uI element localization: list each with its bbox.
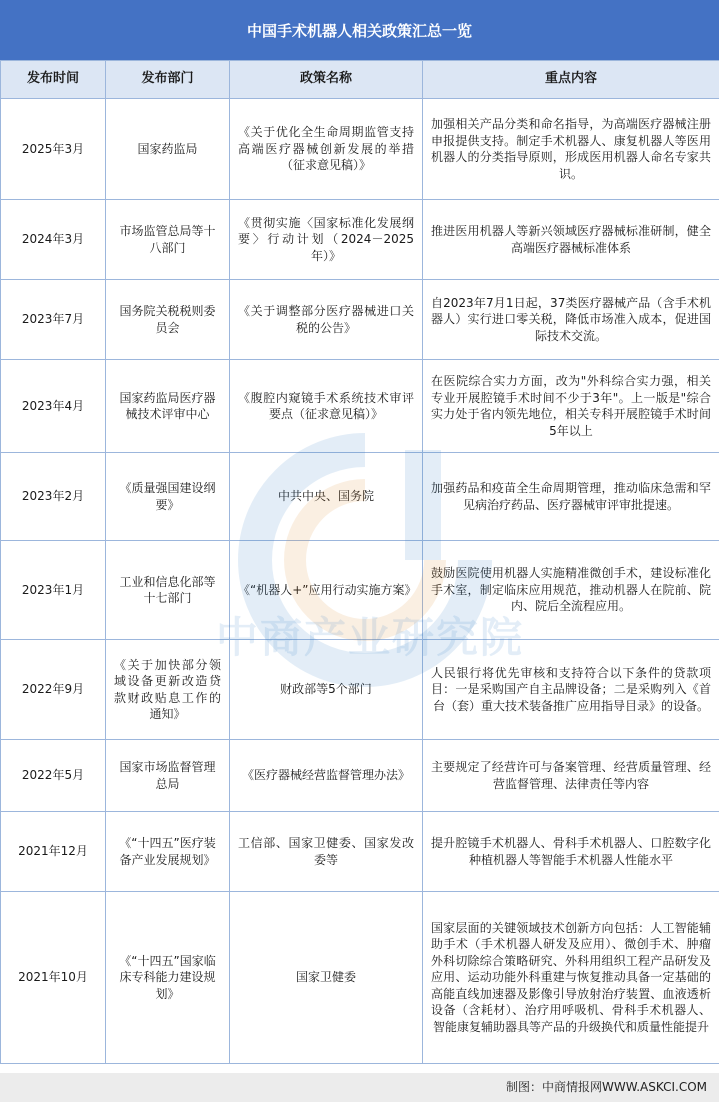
cell-date: 2023年1月 xyxy=(1,541,106,640)
cell-content: 加强药品和疫苗全生命周期管理，推动临床急需和罕见病治疗药品、医疗器械审评审批提速。 xyxy=(423,453,719,541)
cell-policy: 《医疗器械经营监督管理办法》 xyxy=(230,740,423,812)
cell-dept: 《质量强国建设纲要》 xyxy=(106,453,230,541)
cell-content: 自2023年7月1日起，37类医疗器械产品（含手术机器人）实行进口零关税，降低市场准入成本，促进国际技术交流。 xyxy=(423,280,719,360)
cell-dept: 市场监管总局等十八部门 xyxy=(106,200,230,280)
cell-date: 2021年10月 xyxy=(1,892,106,1064)
cell-content: 鼓励医院使用机器人实施精准微创手术，建设标准化手术室，制定临床应用规范，推动机器人在院前、院内、院后全流程应用。 xyxy=(423,541,719,640)
policy-table xyxy=(0,60,719,1064)
cell-content: 国家层面的关键领域技术创新方向包括：人工智能辅助手术（手术机器人研发及应用）、微创手术、肿瘤外科切除综合策略研究、外科用组织工程产品研发及应用、运动功能外科重建与恢复推动具备一定基础的高能直线加速器及影像引导放射治疗装置、血液透析设备（含耗材）、治疗用呼吸机、骨科手术机器人、智能康复辅助器具等产品的升级换代和质量性能提升 xyxy=(423,892,719,1064)
cell-dept: 工业和信息化部等十七部门 xyxy=(106,541,230,640)
cell-dept: 《关于加快部分领域设备更新改造贷款财政贴息工作的通知》 xyxy=(106,640,230,740)
cell-content: 推进医用机器人等新兴领域医疗器械标准研制，健全高端医疗器械标准体系 xyxy=(423,200,719,280)
cell-policy: 国家卫健委 xyxy=(230,892,423,1064)
cell-date: 2023年2月 xyxy=(1,453,106,541)
cell-content: 主要规定了经营许可与备案管理、经营质量管理、经营监督管理、法律责任等内容 xyxy=(423,740,719,812)
cell-dept: 《“十四五”医疗装备产业发展规划》 xyxy=(106,812,230,892)
header-date: 发布时间 xyxy=(1,61,106,99)
cell-policy: 中共中央、国务院 xyxy=(230,453,423,541)
cell-content: 在医院综合实力方面，改为"外科综合实力强，相关专业开展腔镜手术时间不少于3年"。上一版是"综合实力处于省内领先地位，相关专科开展腔镜手术时间5年以上 xyxy=(423,360,719,453)
source-credit: 制图：中商情报网WWW.ASKCI.COM xyxy=(0,1073,719,1102)
table-row xyxy=(1,360,719,453)
cell-date: 2025年3月 xyxy=(1,99,106,200)
cell-dept: 国家市场监督管理总局 xyxy=(106,740,230,812)
cell-policy: 财政部等5个部门 xyxy=(230,640,423,740)
cell-date: 2023年4月 xyxy=(1,360,106,453)
cell-date: 2023年7月 xyxy=(1,280,106,360)
table-row xyxy=(1,280,719,360)
table-row xyxy=(1,740,719,812)
cell-date: 2021年12月 xyxy=(1,812,106,892)
table-row xyxy=(1,541,719,640)
table-row xyxy=(1,892,719,1064)
cell-content: 提升腔镜手术机器人、骨科手术机器人、口腔数字化种植机器人等智能手术机器人性能水平 xyxy=(423,812,719,892)
cell-dept: 国家药监局医疗器械技术评审中心 xyxy=(106,360,230,453)
cell-policy: 《腹腔内窥镜手术系统技术审评要点（征求意见稿）》 xyxy=(230,360,423,453)
cell-policy: 《关于调整部分医疗器械进口关税的公告》 xyxy=(230,280,423,360)
table-row xyxy=(1,812,719,892)
page-title: 中国手术机器人相关政策汇总一览 xyxy=(0,0,719,60)
watermark-text: 中商产业研究院 xyxy=(215,613,524,662)
cell-date: 2022年9月 xyxy=(1,640,106,740)
cell-dept: 国务院关税税则委员会 xyxy=(106,280,230,360)
header-dept: 发布部门 xyxy=(106,61,230,99)
cell-dept: 《“十四五”国家临床专科能力建设规划》 xyxy=(106,892,230,1064)
cell-date: 2022年5月 xyxy=(1,740,106,812)
cell-policy: 《关于优化全生命周期监管支持高端医疗器械创新发展的举措（征求意见稿）》 xyxy=(230,99,423,200)
table-header-row xyxy=(1,61,719,99)
cell-content: 人民银行将优先审核和支持符合以下条件的贷款项目：一是采购国产自主品牌设备；二是采购列入《首台（套）重大技术装备推广应用指导目录》的设备。 xyxy=(423,640,719,740)
cell-policy: 《贯彻实施〈国家标准化发展纲要〉行动计划（2024－2025年）》 xyxy=(230,200,423,280)
cell-dept: 国家药监局 xyxy=(106,99,230,200)
cell-policy: 工信部、国家卫健委、国家发改委等 xyxy=(230,812,423,892)
table-row xyxy=(1,200,719,280)
header-content: 重点内容 xyxy=(423,61,719,99)
cell-policy: 《“机器人+”应用行动实施方案》 xyxy=(230,541,423,640)
table-row xyxy=(1,99,719,200)
header-policy: 政策名称 xyxy=(230,61,423,99)
cell-content: 加强相关产品分类和命名指导，为高端医疗器械注册申报提供支持。制定手术机器人、康复机器人等医用机器人的分类指导原则，形成医用机器人命名专家共识。 xyxy=(423,99,719,200)
cell-date: 2024年3月 xyxy=(1,200,106,280)
table-row xyxy=(1,640,719,740)
table-row xyxy=(1,453,719,541)
